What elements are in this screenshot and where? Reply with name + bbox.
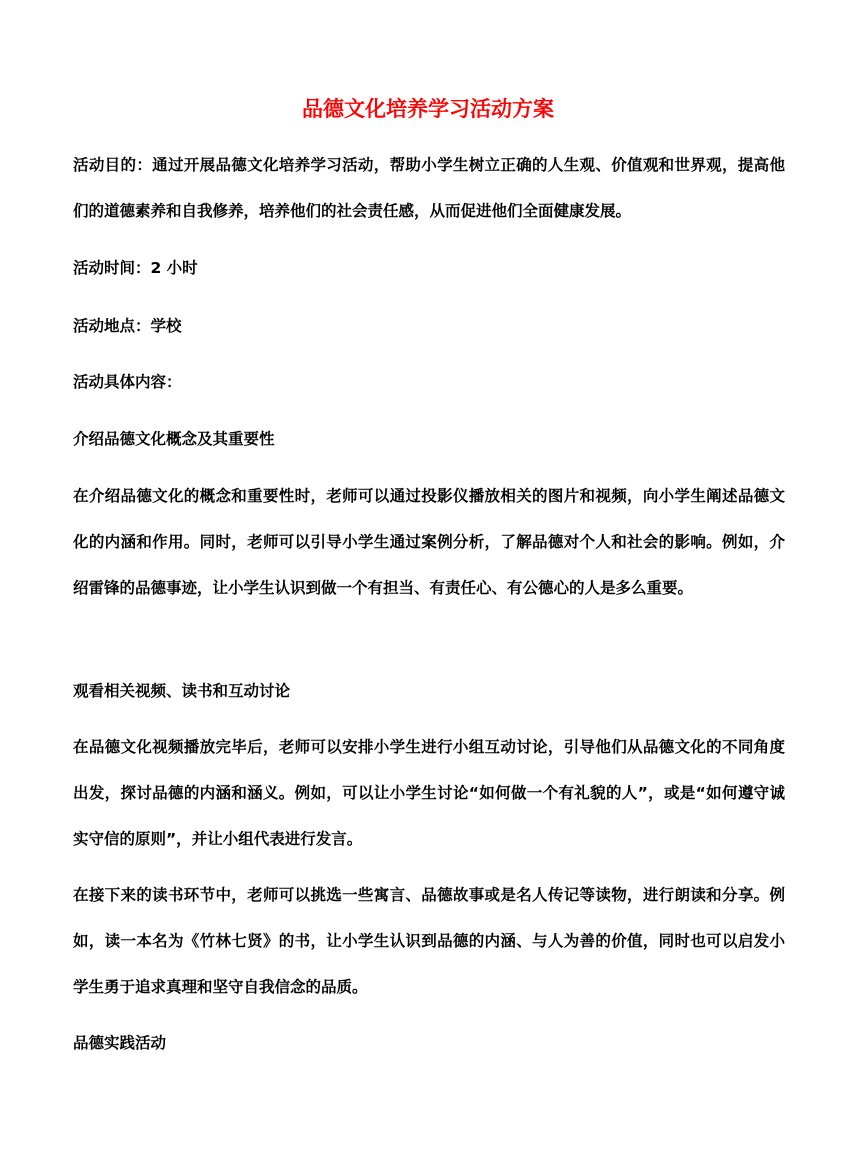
section2-body-reading: 在接下来的读书环节中，老师可以挑选一些寓言、品德故事或是名人传记等读物，进行朗读和分享。例如，读一本名为《竹林七贤》的书，让小学生认识到品德的内涵、与人为善的价值，同时也可以启发小学生勇于追求真理和坚守自我信念的品质。 bbox=[73, 886, 785, 996]
section1-heading: 介绍品德文化概念及其重要性 bbox=[73, 430, 275, 448]
section2-heading: 观看相关视频、读书和互动讨论 bbox=[73, 682, 291, 700]
location-line: 活动地点：学校 bbox=[73, 317, 182, 335]
purpose-paragraph: 活动目的：通过开展品德文化培养学习活动，帮助小学生树立正确的人生观、价值观和世界观，提高他们的道德素养和自我修养，培养他们的社会责任感，从而促进他们全面健康发展。 bbox=[73, 156, 785, 220]
section2-body-discussion: 在品德文化视频播放完毕后，老师可以安排小学生进行小组互动讨论，引导他们从品德文化的不同角度出发，探讨品德的内涵和涵义。例如，可以让小学生讨论“如何做一个有礼貌的人”，或是“如何遵守诚实守信的原则”，并让小组代表进行发言。 bbox=[73, 738, 785, 848]
document-title: 品德文化培养学习活动方案 bbox=[302, 97, 554, 121]
section3-heading: 品德实践活动 bbox=[73, 1034, 167, 1052]
section1-body: 在介绍品德文化的概念和重要性时，老师可以通过投影仪播放相关的图片和视频，向小学生阐述品德文化的内涵和作用。同时，老师可以引导小学生通过案例分析，了解品德对个人和社会的影响。例如，介绍雷锋的品德事迹，让小学生认识到做一个有担当、有责任心、有公德心的人是多么重要。 bbox=[73, 487, 785, 597]
content-heading: 活动具体内容： bbox=[73, 373, 182, 391]
time-line: 活动时间：2 小时 bbox=[73, 259, 198, 277]
